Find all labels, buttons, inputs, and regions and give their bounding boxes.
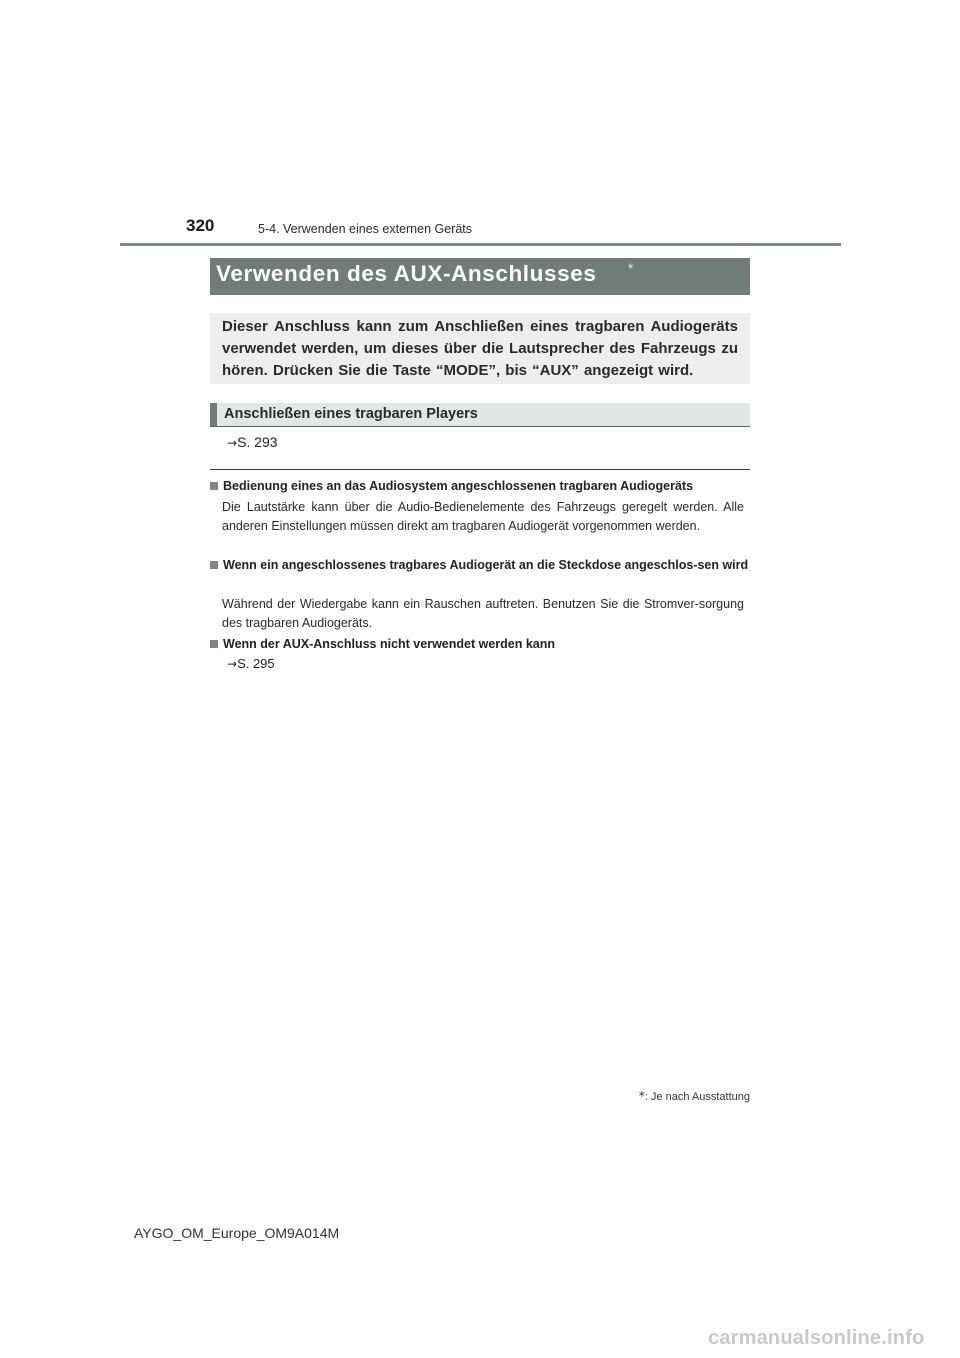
note-heading xyxy=(210,556,750,575)
page-reference-text: S. 293 xyxy=(237,434,278,450)
intro-box xyxy=(210,313,750,384)
section-divider xyxy=(210,469,750,470)
note-heading-text: Wenn der AUX-Anschluss nicht verwendet werden kann xyxy=(223,637,556,651)
footnote xyxy=(635,1089,750,1103)
page-title: Verwenden des AUX-Anschlusses xyxy=(216,261,597,286)
page-reference-text: S. 295 xyxy=(237,656,275,671)
subsection-heading xyxy=(210,403,750,427)
square-bullet-icon xyxy=(210,640,218,648)
asterisk-icon: * xyxy=(638,1089,645,1103)
page-title-bar xyxy=(210,258,750,295)
document-code: AYGO_OM_Europe_OM9A014M xyxy=(134,1225,340,1241)
note-heading xyxy=(210,635,750,654)
intro-text: Dieser Anschluss kann zum Anschließen eines tragbaren Audiogeräts verwendet werden, um dieses über die Lautsprecher des Fahrzeugs zu hören. Drücken Sie die Taste “MODE”, bis “AUX” angezeigt wird. xyxy=(222,318,738,379)
page-number: 320 xyxy=(186,216,215,235)
watermark: carmanualsonline.info xyxy=(708,1327,925,1349)
asterisk-icon: * xyxy=(628,260,634,276)
footnote-text: : Je nach Ausstattung xyxy=(644,1091,750,1103)
arrow-right-icon: → xyxy=(227,657,238,671)
section-title: 5-4. Verwenden eines externen Geräts xyxy=(258,222,473,236)
subsection-accent xyxy=(210,403,217,426)
page-reference-link[interactable] xyxy=(227,434,278,450)
page-reference-link[interactable] xyxy=(227,656,275,671)
note-body: Während der Wiedergabe kann ein Rauschen auftreten. Benutzen Sie die Stromver-sorgung des tragbaren Audiogeräts. xyxy=(222,597,744,630)
note-body: Die Lautstärke kann über die Audio-Bedienelemente des Fahrzeugs geregelt werden. Alle anderen Einstellungen müssen direkt am tragbaren Audiogerät vorgenommen werden. xyxy=(222,500,744,533)
header-divider xyxy=(120,243,841,246)
arrow-right-icon: → xyxy=(227,436,238,450)
note-heading-text: Wenn ein angeschlossenes tragbares Audiogerät an die Steckdose angeschlos-sen wird xyxy=(223,558,749,572)
subsection-heading-text: Anschließen eines tragbaren Players xyxy=(224,406,478,422)
note-heading-text: Bedienung eines an das Audiosystem angeschlossenen tragbaren Audiogeräts xyxy=(223,479,694,493)
note-heading xyxy=(210,477,750,496)
square-bullet-icon xyxy=(210,561,218,569)
square-bullet-icon xyxy=(210,482,218,490)
